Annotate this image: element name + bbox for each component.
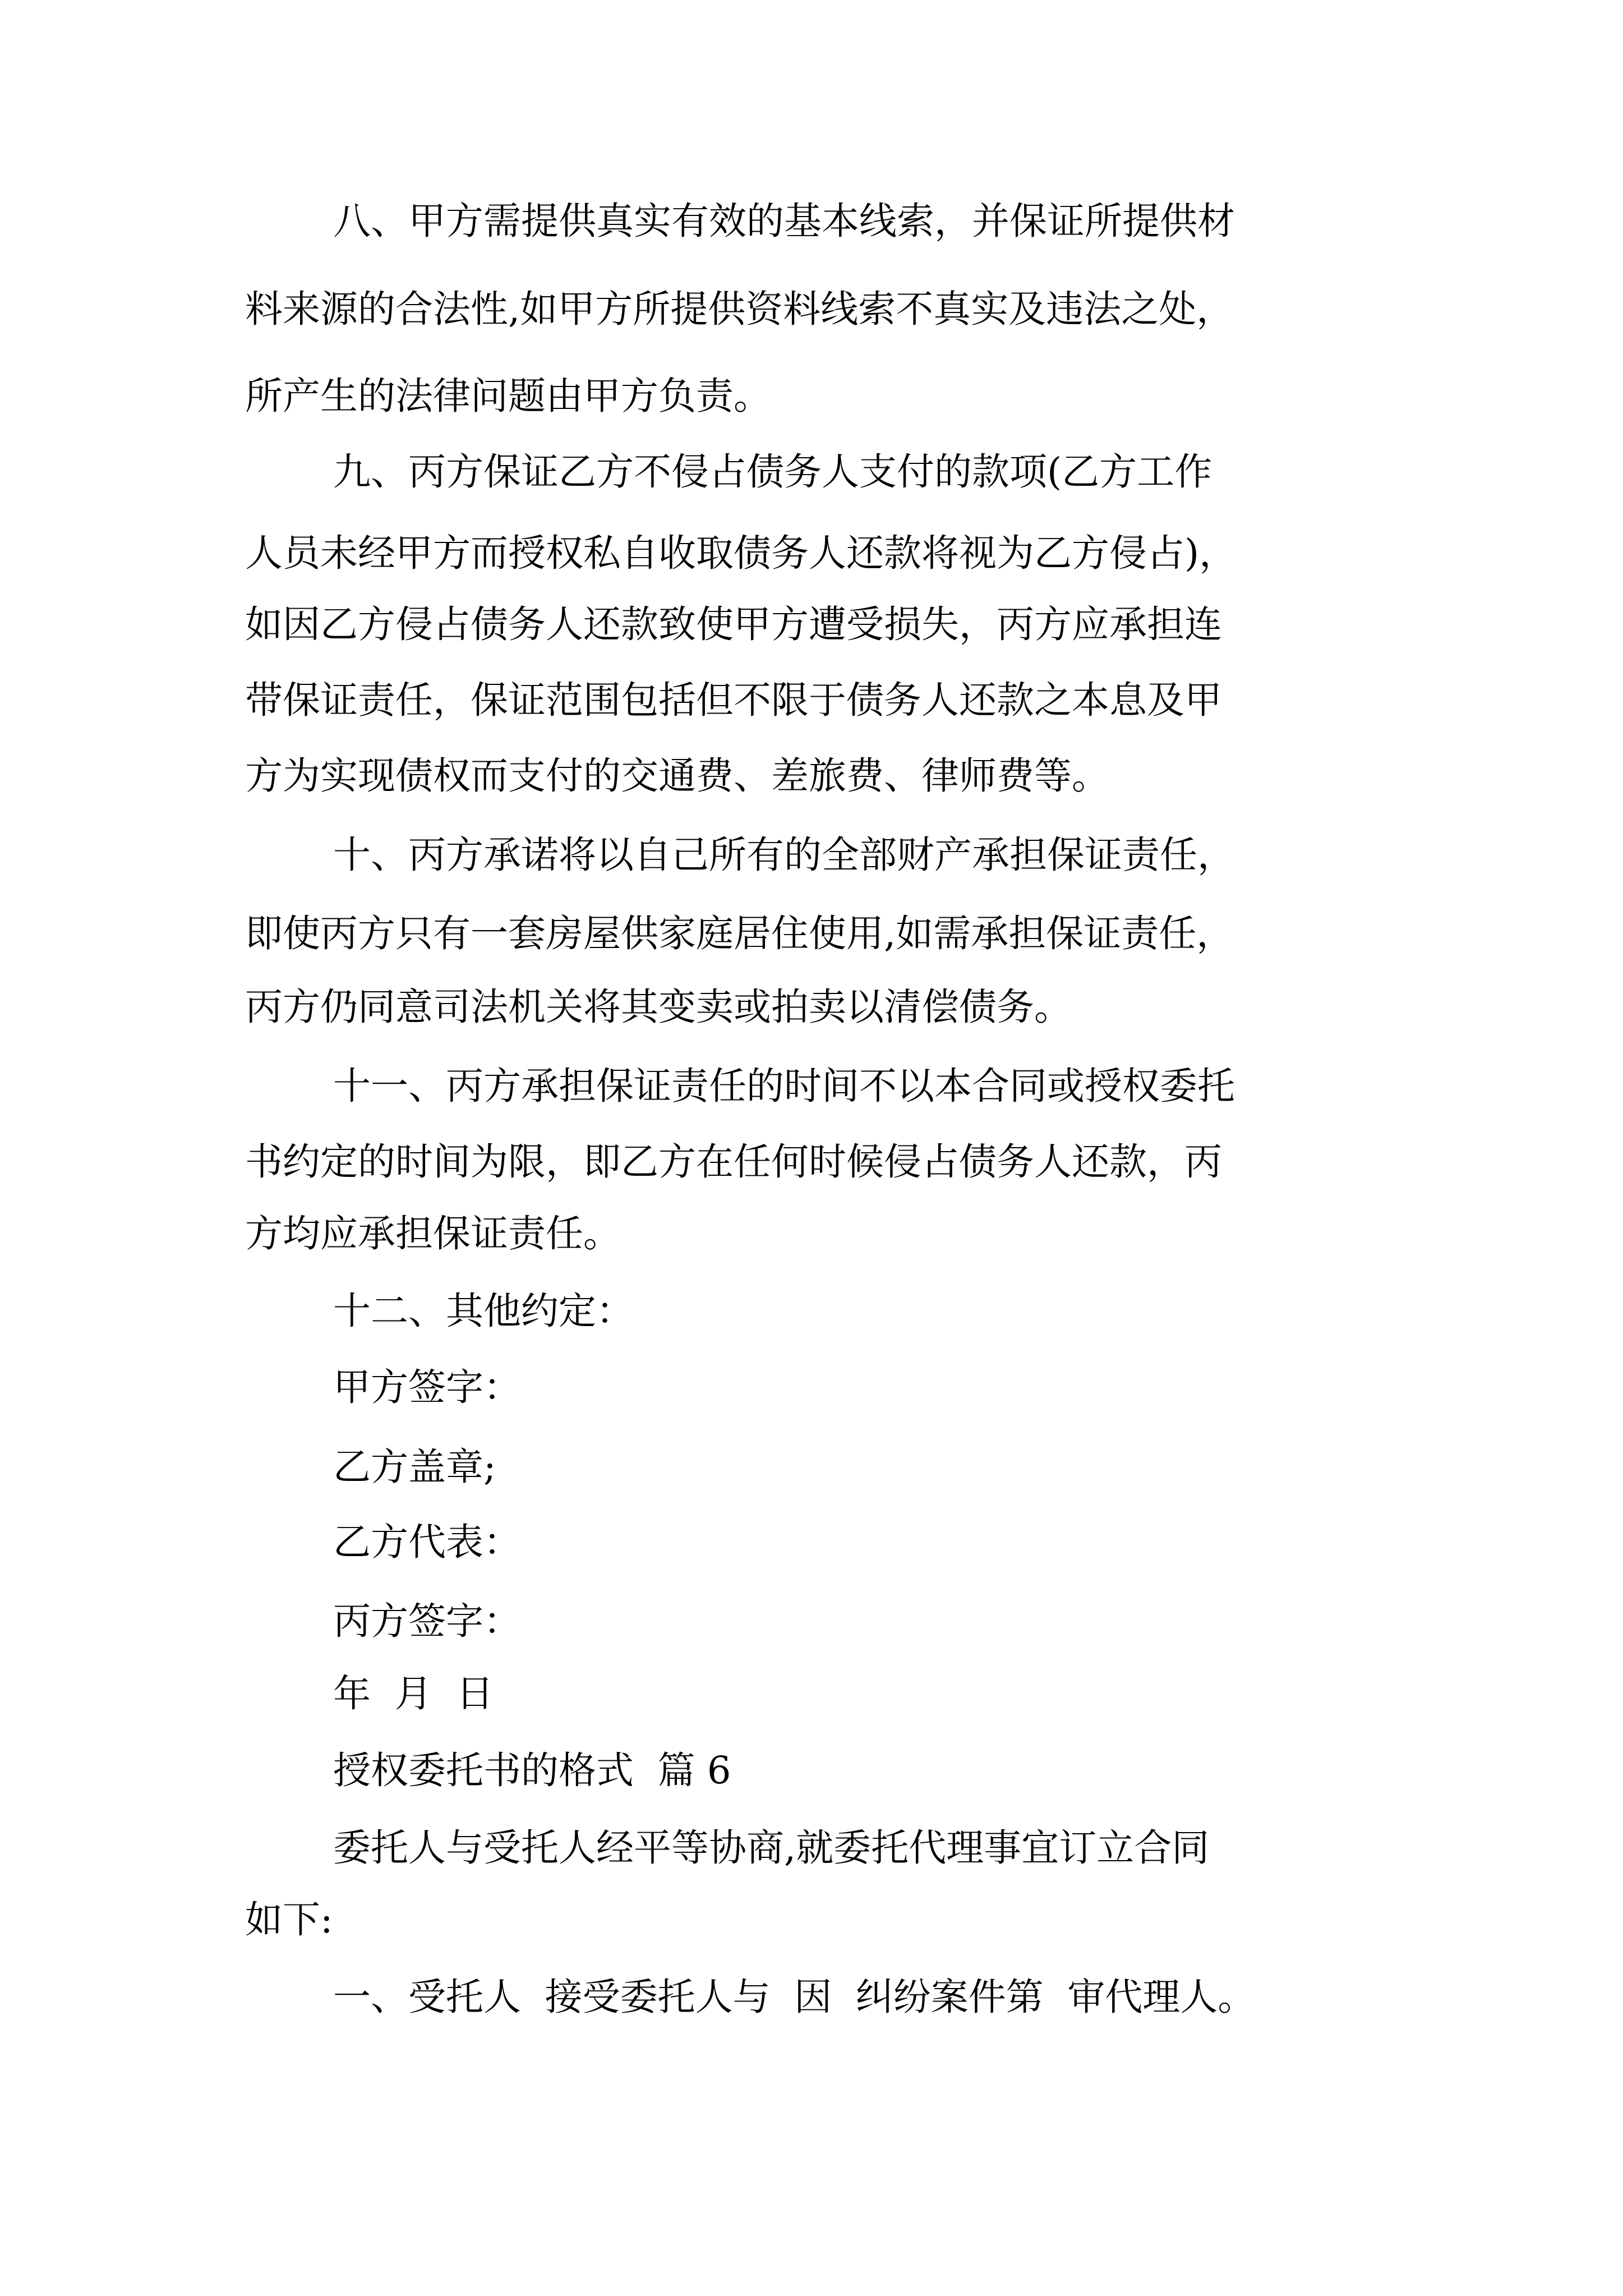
paragraph-12-heading: 十二、其他约定： bbox=[333, 1289, 634, 1333]
clause-1-line: 一、受托人 接受委托人与 因 纠纷案件第 审代理人。 bbox=[333, 1975, 1256, 2019]
paragraph-9-line-3: 如因乙方侵占债务人还款致使甲方遭受损失，丙方应承担连 bbox=[245, 602, 1222, 646]
paragraph-11-line-2: 书约定的时间为限，即乙方在任何时候侵占债务人还款，丙 bbox=[245, 1140, 1222, 1184]
party-b-seal-label: 乙方盖章; bbox=[333, 1445, 496, 1489]
paragraph-8-line-2: 料来源的合法性,如甲方所提供资料线索不真实及违法之处， bbox=[245, 287, 1234, 331]
paragraph-9-line-2: 人员未经甲方而授权私自收取债务人还款将视为乙方侵占)， bbox=[245, 531, 1237, 575]
party-b-representative-label: 乙方代表： bbox=[333, 1520, 521, 1564]
paragraph-10-line-1: 十、丙方承诺将以自己所有的全部财产承担保证责任， bbox=[333, 833, 1235, 877]
intro-line-1: 委托人与受托人经平等协商,就委托代理事宜订立合同 bbox=[333, 1826, 1210, 1870]
section-title: 授权委托书的格式 篇 6 bbox=[333, 1749, 731, 1792]
date-line: 年 月 日 bbox=[333, 1672, 494, 1715]
paragraph-11-line-1: 十一、丙方承担保证责任的时间不以本合同或授权委托 bbox=[333, 1064, 1235, 1108]
intro-line-2: 如下: bbox=[245, 1898, 333, 1941]
paragraph-10-line-3: 丙方仍同意司法机关将其变卖或拍卖以清偿债务。 bbox=[245, 985, 1072, 1029]
party-c-signature-label: 丙方签字： bbox=[333, 1599, 521, 1643]
paragraph-10-line-2: 即使丙方只有一套房屋供家庭居住使用,如需承担保证责任， bbox=[245, 912, 1234, 955]
paragraph-9-line-4: 带保证责任，保证范围包括但不限于债务人还款之本息及甲 bbox=[245, 678, 1222, 722]
paragraph-9-line-5: 方为实现债权而支付的交通费、差旅费、律师费等。 bbox=[245, 754, 1109, 798]
paragraph-8-line-1: 八、甲方需提供真实有效的基本线索，并保证所提供材 bbox=[333, 199, 1235, 243]
party-a-signature-label: 甲方签字： bbox=[333, 1365, 521, 1409]
paragraph-9-line-1: 九、丙方保证乙方不侵占债务人支付的款项(乙方工作 bbox=[333, 450, 1212, 494]
paragraph-11-line-3: 方均应承担保证责任。 bbox=[245, 1212, 621, 1255]
paragraph-8-line-3: 所产生的法律问题由甲方负责。 bbox=[245, 374, 771, 418]
